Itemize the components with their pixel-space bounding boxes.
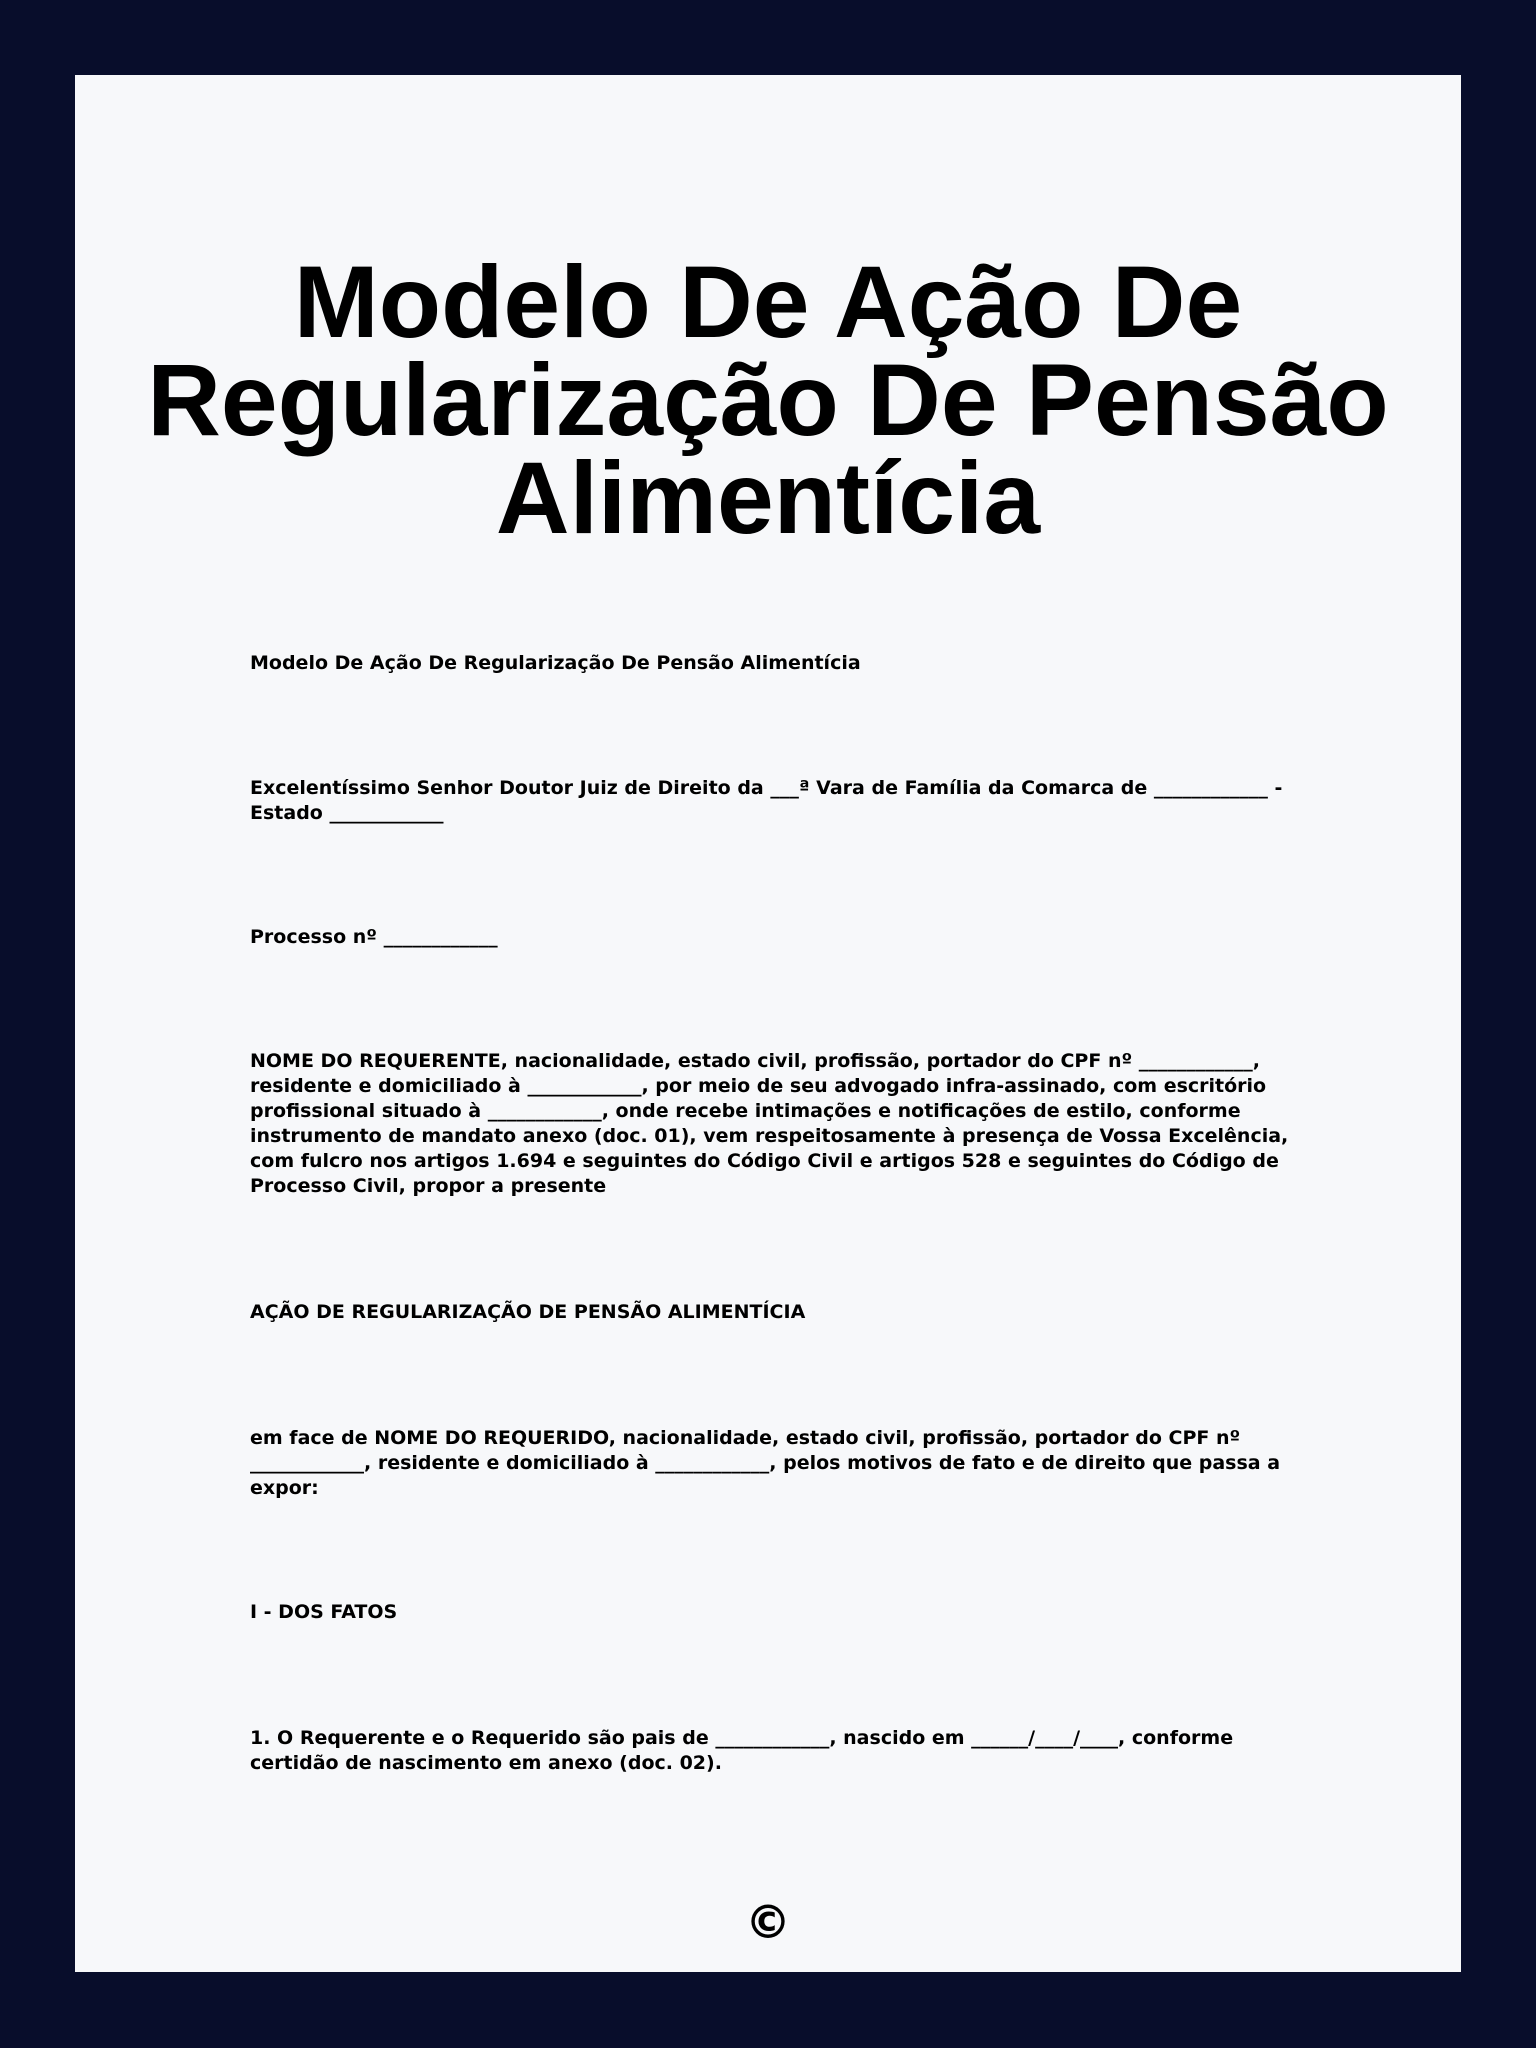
document-title: Modelo De Ação De Regularização De Pensão Alimentícia <box>147 245 1389 555</box>
addressee-paragraph: Excelentíssimo Senhor Doutor Juiz de Direito da ___ª Vara de Família da Comarca de ____________ - Estado ____________ <box>250 777 1283 824</box>
fact-item-1: 1. O Requerente e o Requerido são pais de ____________, nascido em ______/____/____, conforme certidão de nascimento em anexo (doc. 02). <box>250 1727 1234 1774</box>
defendant-paragraph: em face de NOME DO REQUERIDO, nacionalidade, estado civil, profissão, portador do CPF nº ____________, residente e domiciliado à ____________, pelos motivos de fato e de direito que passa a expor: <box>250 1427 1281 1499</box>
process-number-paragraph: Processo nº ____________ <box>250 926 498 948</box>
document-subtitle: Modelo De Ação De Regularização De Pensão Alimentícia <box>250 652 861 674</box>
document-page <box>75 75 1461 1972</box>
action-title-paragraph: AÇÃO DE REGULARIZAÇÃO DE PENSÃO ALIMENTÍCIA <box>250 1301 806 1323</box>
copyright-icon: © <box>745 1895 791 1949</box>
plaintiff-paragraph: NOME DO REQUERENTE, nacionalidade, estado civil, profissão, portador do CPF nº ____________, residente e domiciliado à ____________, por meio de seu advogado infra-assinado, com escritório profissional situado à ____________, onde recebe intimações e notificações de estilo, conforme instrumento de mandato anexo (doc. 01), vem respeitosamente à presença de Vossa Excelência, com fulcro nos artigos 1.694 e seguintes do Código Civil e artigos 528 e seguintes do Código de Processo Civil, propor a presente <box>250 1050 1289 1197</box>
facts-heading: I - DOS FATOS <box>250 1601 398 1623</box>
